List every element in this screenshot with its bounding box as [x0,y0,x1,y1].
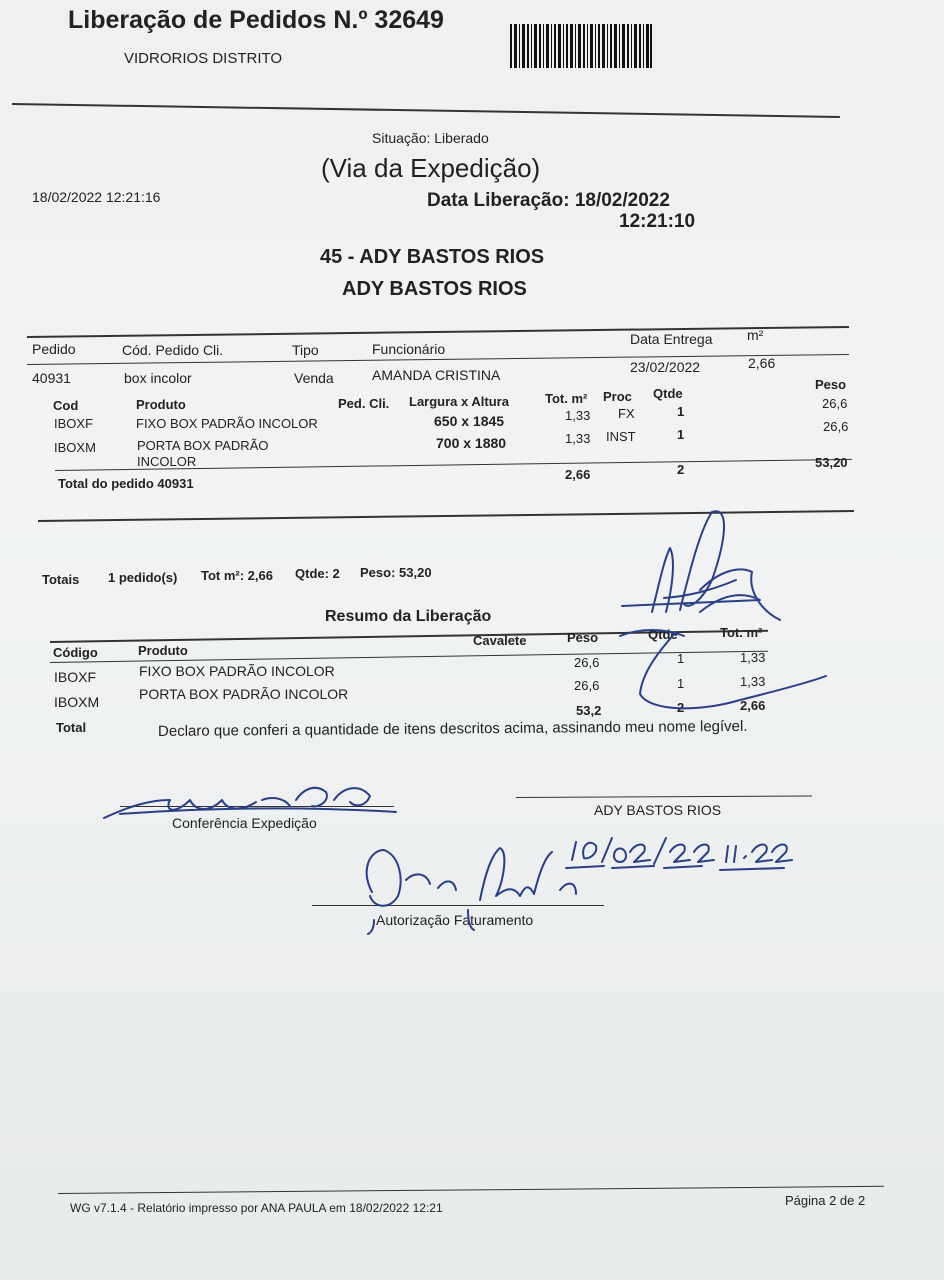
item-produto-cont: INCOLOR [137,454,197,469]
page-number: Página 2 de 2 [785,1193,866,1208]
signature-autorizacao [367,848,576,934]
summary-qtde: 1 [677,651,685,666]
item-produto: FIXO BOX PADRÃO INCOLOR [136,416,318,431]
order-total-label: Total do pedido 40931 [58,476,194,491]
autorizacao-label: Autorização Faturamento [376,912,534,928]
summary-codigo: IBOXF [54,669,97,685]
header-funcionario: Funcionário [372,341,446,357]
summary-header-tot-m2: Tot. m² [720,625,763,640]
summary-qtde: 1 [677,676,685,691]
release-date: Data Liberação: 18/02/2022 [427,190,670,211]
status-text: Situação: Liberado [372,130,489,146]
summary-produto: FIXO BOX PADRÃO INCOLOR [139,663,335,679]
totals-peso: Peso: 53,20 [360,565,432,580]
header-cod-pedido-cli: Cód. Pedido Cli. [122,342,224,358]
item-header-peso: Peso [815,377,847,392]
item-tot-m2: 1,33 [565,431,591,446]
item-header-largura-altura: Largura x Altura [409,394,509,409]
summary-total-peso: 53,2 [576,703,602,718]
order-total-peso: 53,20 [815,455,848,470]
client-signature-label: ADY BASTOS RIOS [594,802,722,818]
item-header-cod: Cod [53,398,79,413]
order-total-qtde: 2 [677,462,685,477]
item-header-tot-m2: Tot. m² [545,391,588,406]
item-cod: IBOXF [54,416,94,431]
summary-peso: 26,6 [574,678,600,693]
header-data-entrega: Data Entrega [630,331,713,347]
client-code: 45 - ADY BASTOS RIOS [320,246,545,268]
signature-swoosh [640,632,826,708]
summary-header-qtde: Qtde [648,627,678,642]
summary-tot-m2: 1,33 [740,650,766,665]
item-largura-altura: 700 x 1880 [436,435,507,451]
totals-label: Totais [42,572,80,587]
totals-m2: Tot m²: 2,66 [201,568,273,583]
copy-label: (Via da Expedição) [321,153,541,183]
item-proc: FX [618,406,635,421]
header-tipo: Tipo [292,342,319,358]
signature-main [622,511,780,620]
signature-conferencia [104,788,396,818]
item-header-ped-cli: Ped. Cli. [338,396,390,411]
summary-header-codigo: Código [53,645,98,660]
summary-title: Resumo da Liberação [325,608,492,625]
header-m2: m² [747,327,764,343]
item-qtde: 1 [677,427,685,442]
row-funcionario: AMANDA CRISTINA [372,367,501,383]
summary-codigo: IBOXM [54,694,100,710]
row-tipo: Venda [294,370,334,386]
item-peso: 26,6 [822,396,848,411]
summary-produto: PORTA BOX PADRÃO INCOLOR [139,686,349,702]
item-largura-altura: 650 x 1845 [434,413,505,429]
item-produto: PORTA BOX PADRÃO [137,438,269,453]
handwritten-date [566,838,792,870]
item-proc: INST [606,429,636,444]
declaration-text: Declaro que conferi a quantidade de itens descritos acima, assinando meu nome legível. [157,717,748,740]
item-cod: IBOXM [54,440,96,455]
summary-peso: 26,6 [574,655,600,670]
printed-at: 18/02/2022 12:21:16 [32,189,161,205]
release-time: 12:21:10 [619,211,696,232]
summary-header-cavalete: Cavalete [473,633,527,648]
summary-total-label: Total [56,720,87,735]
summary-tot-m2: 1,33 [740,674,766,689]
row-data-entrega: 23/02/2022 [630,359,701,375]
client-name: ADY BASTOS RIOS [342,278,527,300]
item-peso: 26,6 [823,419,849,434]
order-total-m2: 2,66 [565,467,591,482]
summary-total-m2: 2,66 [740,698,766,713]
summary-total-qtde: 2 [677,700,685,715]
totals-pedidos: 1 pedido(s) [108,570,178,585]
summary-header-peso: Peso [567,630,599,645]
conferencia-label: Conferência Expedição [172,815,317,831]
item-tot-m2: 1,33 [565,408,591,423]
document-title: Liberação de Pedidos N.º 32649 [68,6,444,34]
row-cod-pedido-cli: box incolor [124,370,192,386]
item-header-qtde: Qtde [653,386,683,401]
row-m2: 2,66 [748,355,776,371]
footer-print-info: WG v7.1.4 - Relatório impresso por ANA PAULA em 18/02/2022 12:21 [70,1201,443,1215]
company-name: VIDRORIOS DISTRITO [124,50,283,67]
summary-header-produto: Produto [138,643,188,658]
item-header-produto: Produto [136,397,186,412]
item-qtde: 1 [677,404,685,419]
totals-qtde: Qtde: 2 [295,566,340,581]
row-pedido: 40931 [32,370,71,386]
item-header-proc: Proc [603,389,632,404]
header-pedido: Pedido [32,341,76,357]
